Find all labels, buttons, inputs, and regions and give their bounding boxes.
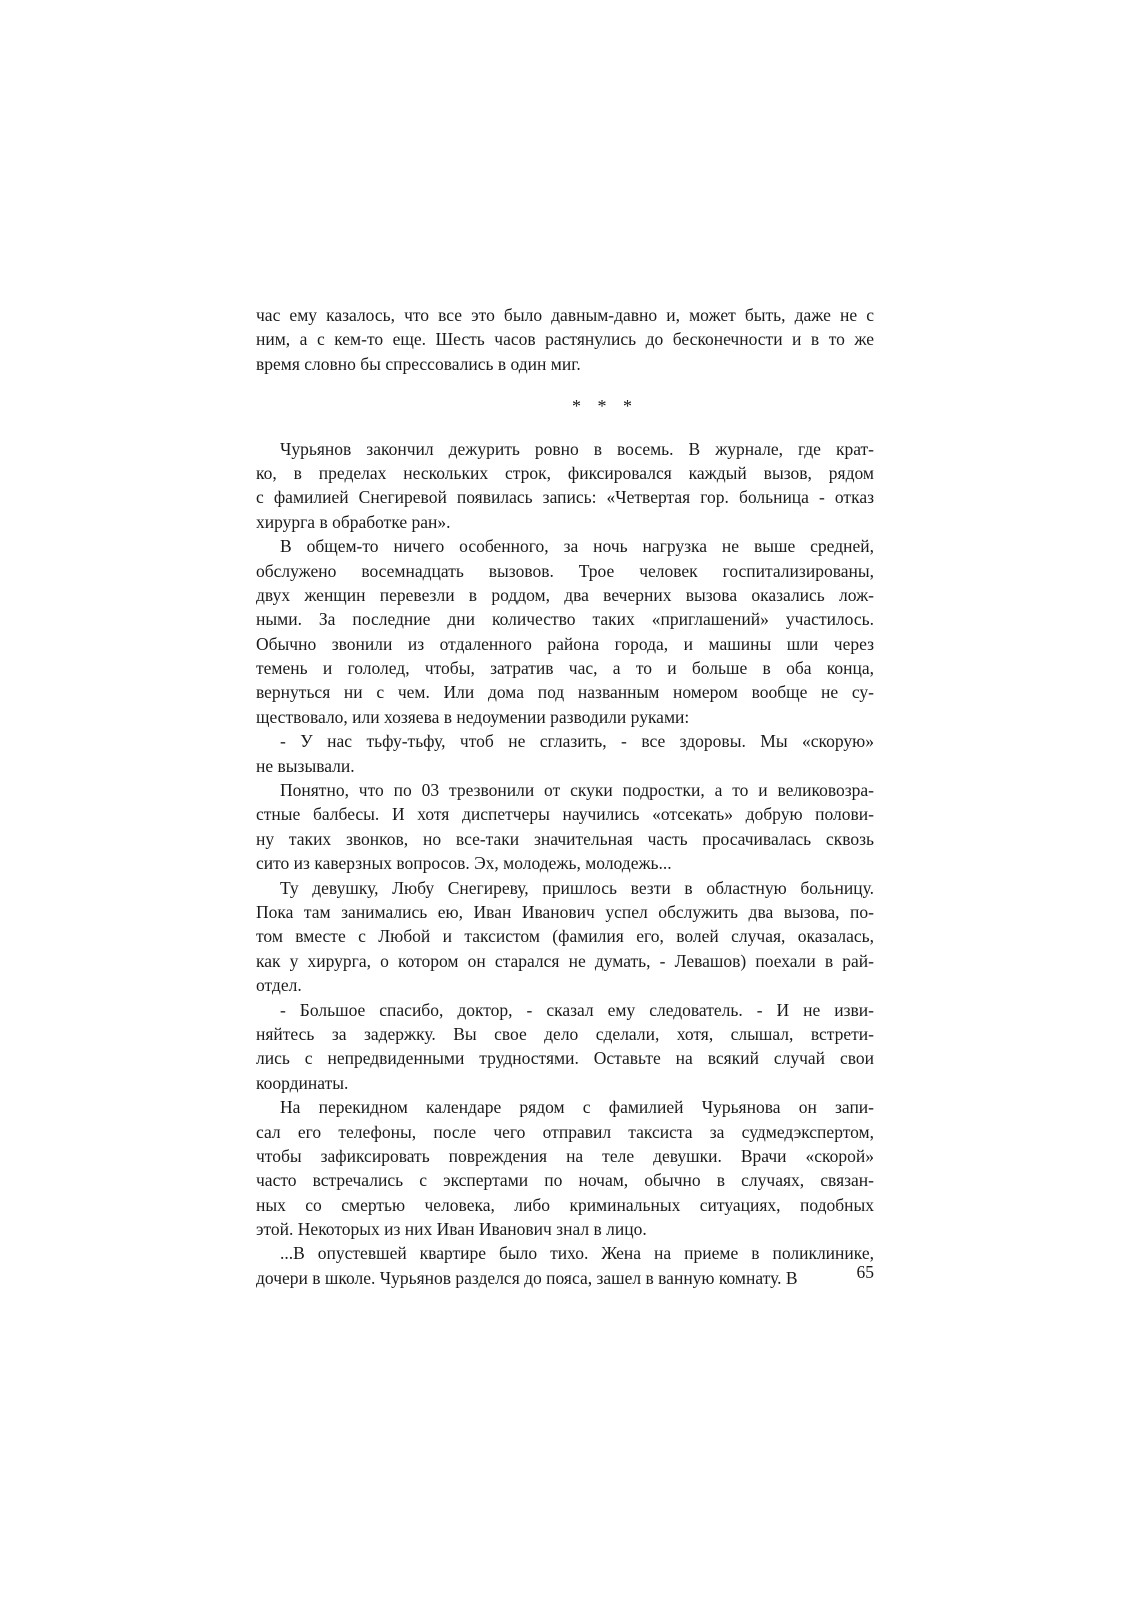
section-separator: * * * bbox=[572, 396, 638, 417]
page-number: 65 bbox=[856, 1262, 874, 1282]
text-line: координаты. bbox=[256, 1072, 349, 1093]
paragraph bbox=[256, 778, 874, 876]
text-line: с фамилией Снегиревой появилась запись: «Четвертая гор. больница - отказ bbox=[256, 487, 874, 508]
paragraph bbox=[256, 437, 874, 535]
text-line: стные балбесы. И хотя диспетчеры научились «отсекать» добрую полови- bbox=[256, 804, 874, 825]
paragraph bbox=[256, 534, 874, 729]
text-line: Ту девушку, Любу Снегиреву, пришлось везти в областную больницу. bbox=[280, 877, 874, 898]
text-line: отдел. bbox=[256, 975, 302, 996]
text-line: сал его телефоны, после чего отправил таксиста за судмедэкспертом, bbox=[256, 1121, 874, 1142]
text-line: ко, в пределах нескольких строк, фиксировался каждый вызов, рядом bbox=[256, 462, 874, 483]
text-line: вернуться ни с чем. Или дома под названным номером вообще не су- bbox=[256, 682, 874, 703]
paragraph bbox=[256, 998, 874, 1096]
section-gap bbox=[256, 419, 874, 437]
text-line: обслужено восемнадцать вызовов. Трое человек госпитализированы, bbox=[256, 560, 874, 581]
text-line: сито из каверзных вопросов. Эх, молодежь, молодежь... bbox=[256, 853, 672, 874]
page-body-text bbox=[256, 303, 874, 1290]
text-line: На перекидном календаре рядом с фамилией Чурьянова он запи- bbox=[280, 1097, 874, 1118]
text-line: - У нас тьфу-тьфу, чтоб не сглазить, - все здоровы. Мы «скорую» bbox=[280, 731, 874, 752]
text-line: чтобы зафиксировать повреждения на теле девушки. Врачи «скорой» bbox=[256, 1145, 874, 1166]
paragraph bbox=[256, 303, 874, 376]
text-line: час ему казалось, что все это было давным-давно и, может быть, даже не с bbox=[256, 305, 874, 325]
text-line: том вместе с Любой и таксистом (фамилия его, волей случая, оказалась, bbox=[256, 926, 874, 947]
text-line: ществовало, или хозяева в недоумении разводили руками: bbox=[256, 706, 690, 727]
text-line: лись с непредвиденными трудностями. Оставьте на всякий случай свои bbox=[256, 1048, 874, 1069]
text-line: хирурга в обработке ран». bbox=[256, 511, 451, 532]
text-line: этой. Некоторых из них Иван Иванович знал в лицо. bbox=[256, 1219, 647, 1240]
paragraph bbox=[256, 876, 874, 998]
text-line: время словно бы спрессовались в один миг. bbox=[256, 353, 581, 374]
text-line: Пока там занимались ею, Иван Иванович успел обслужить два вызова, по- bbox=[256, 901, 874, 922]
text-line: ными. За последние дни количество таких «приглашений» участилось. bbox=[256, 609, 874, 630]
text-line: не вызывали. bbox=[256, 755, 355, 776]
text-line: двух женщин перевезли в роддом, два вечерних вызова оказались лож- bbox=[256, 584, 874, 605]
text-line: ных со смертью человека, либо криминальных ситуациях, подобных bbox=[256, 1194, 874, 1215]
text-line: как у хирурга, о котором он старался не думать, - Левашов) поехали в рай- bbox=[256, 950, 874, 971]
text-line: Понятно, что по 03 трезвонили от скуки подростки, а то и великовозра- bbox=[280, 780, 874, 801]
text-line: В общем-то ничего особенного, за ночь нагрузка не выше средней, bbox=[280, 536, 874, 557]
section-gap bbox=[256, 376, 874, 394]
text-line: Обычно звонили из отдаленного района города, и машины шли через bbox=[256, 633, 874, 654]
text-line: ...В опустевшей квартире было тихо. Жена на приеме в поликлинике, bbox=[280, 1243, 874, 1264]
text-line: ним, а с кем-то еще. Шесть часов растянулись до бесконечности и в то же bbox=[256, 329, 874, 350]
text-line: темень и гололед, чтобы, затратив час, а то и больше в оба конца, bbox=[256, 658, 874, 679]
text-line: Чурьянов закончил дежурить ровно в восемь. В журнале, где крат- bbox=[280, 438, 874, 459]
text-line: няйтесь за задержку. Вы свое дело сделали, хотя, слышал, встрети- bbox=[256, 1023, 874, 1044]
paragraph bbox=[256, 729, 874, 778]
text-line: дочери в школе. Чурьянов разделся до пояса, зашел в ванную комнату. В bbox=[256, 1267, 798, 1288]
paragraph bbox=[256, 1095, 874, 1241]
text-line: часто встречались с экспертами по ночам, обычно в случаях, связан- bbox=[256, 1170, 874, 1191]
text-line: ну таких звонков, но все-таки значительная часть просачивалась сквозь bbox=[256, 828, 874, 849]
paragraph bbox=[256, 1241, 874, 1290]
text-line: - Большое спасибо, доктор, - сказал ему следователь. - И не изви- bbox=[280, 999, 874, 1020]
